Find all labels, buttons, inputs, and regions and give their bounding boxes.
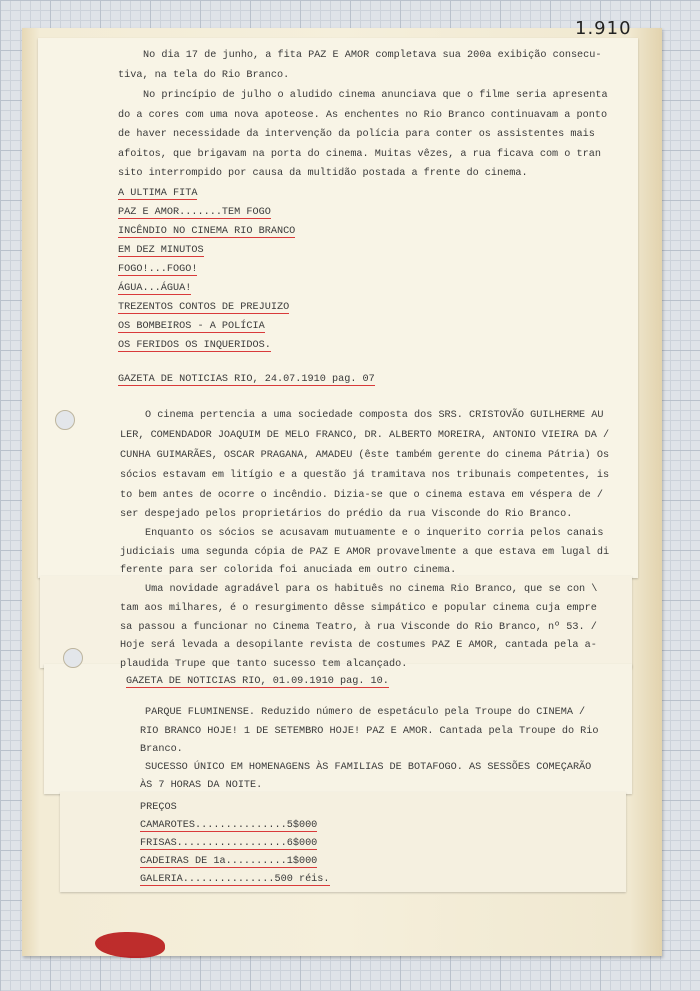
headline: FOGO!...FOGO! xyxy=(118,264,198,275)
headline: OS BOMBEIROS - A POLÍCIA xyxy=(118,321,265,332)
text-line: judiciais uma segunda cópia de PAZ E AMOR provavelmente a que estava em lugal di xyxy=(120,547,610,558)
price-line: CAMAROTES...............5$000 xyxy=(140,820,318,831)
headline: ÁGUA...ÁGUA! xyxy=(118,283,192,294)
text-line: Uma novidade agradável para os habituês no cinema Rio Branco, que se con \ xyxy=(145,584,598,595)
text-line: LER, COMENDADOR JOAQUIM DE MELO FRANCO, DR. ALBERTO MOREIRA, ANTONIO VIEIRA DA / xyxy=(120,430,610,441)
text-line: sito interrompido por causa da multidão postada a frente do cinema. xyxy=(118,168,528,179)
text-line: ser despejado pelos proprietários do prédio da rua Visconde do Rio Branco. xyxy=(120,509,573,520)
text-line: SUCESSO ÚNICO EM HOMENAGENS ÀS FAMILIAS DE BOTAFOGO. AS SESSÕES COMEÇARÃO xyxy=(145,762,592,773)
text-line: O cinema pertencia a uma sociedade composta dos SRS. CRISTOVÃO GUILHERME AU xyxy=(145,410,604,421)
text-line: afoitos, que brigavam na porta do cinema. Muitas vêzes, a rua ficava com o tran xyxy=(118,149,601,160)
headline: PAZ E AMOR.......TEM FOGO xyxy=(118,207,271,218)
punch-hole-bottom xyxy=(63,648,83,668)
price-line: FRISAS..................6$000 xyxy=(140,838,318,849)
text-line: de haver necessidade da intervenção da polícia para conter os assistentes mais xyxy=(118,129,595,140)
text-line: Hoje será levada a desopilante revista de costumes PAZ E AMOR, cantada pela a- xyxy=(120,640,597,651)
text-line: do a cores com uma nova apoteose. As enchentes no Rio Branco continuavam a ponto xyxy=(118,110,608,121)
prices-title: PREÇOS xyxy=(140,802,177,813)
text-line: No dia 17 de junho, a fita PAZ E AMOR completava sua 200a exibição consecu- xyxy=(143,50,602,61)
text-line: tam aos milhares, é o resurgimento dêsse simpático e popular cinema cuja empre xyxy=(120,603,597,614)
text-line: to bem antes de ocorre o incêndio. Dizia-se que o cinema estava em véspera de / xyxy=(120,490,603,501)
text-line: Branco. xyxy=(140,744,183,755)
text-line: CUNHA GUIMARÃES, OSCAR PRAGANA, AMADEU (êste também gerente do cinema Pátria) Os xyxy=(120,450,610,461)
headline: OS FERIDOS OS INQUERIDOS. xyxy=(118,340,271,351)
text-line: Enquanto os sócios se acusavam mutuamente e o inquerito corria pelos canais xyxy=(145,528,604,539)
text-line: No princípio de julho o aludido cinema anunciava que o filme seria apresenta xyxy=(143,90,608,101)
text-line: sócios estavam em litígio e a questão já tramitava nos tribunais competentes, is xyxy=(120,470,610,481)
text-line: sa passou a funcionar no Cinema Teatro, à rua Visconde do Rio Branco, nº 53. / xyxy=(120,622,597,633)
headline: EM DEZ MINUTOS xyxy=(118,245,204,256)
text-line: tiva, na tela do Rio Branco. xyxy=(118,70,290,81)
price-line: GALERIA...............500 réis. xyxy=(140,874,330,885)
text-line: ferente para ser colorida foi anuciada em outro cinema. xyxy=(120,565,457,576)
page-number: 1.910 xyxy=(575,18,632,39)
punch-hole-top xyxy=(55,410,75,430)
text-line: ÀS 7 HORAS DA NOITE. xyxy=(140,780,263,791)
source-citation: GAZETA DE NOTICIAS RIO, 01.09.1910 pag. 10. xyxy=(126,676,389,687)
text-line: plaudida Trupe que tanto sucesso tem alcançado. xyxy=(120,659,408,670)
headline: TREZENTOS CONTOS DE PREJUIZO xyxy=(118,302,290,313)
price-line: CADEIRAS DE 1a..........1$000 xyxy=(140,856,318,867)
source-citation: GAZETA DE NOTICIAS RIO, 24.07.1910 pag. 07 xyxy=(118,374,375,385)
headline: A ULTIMA FITA xyxy=(118,188,198,199)
headline: INCÊNDIO NO CINEMA RIO BRANCO xyxy=(118,226,296,237)
text-line: PARQUE FLUMINENSE. Reduzido número de espetáculo pela Troupe do CINEMA / xyxy=(145,707,586,718)
text-line: RIO BRANCO HOJE! 1 DE SETEMBRO HOJE! PAZ E AMOR. Cantada pela Troupe do Rio xyxy=(140,726,599,737)
